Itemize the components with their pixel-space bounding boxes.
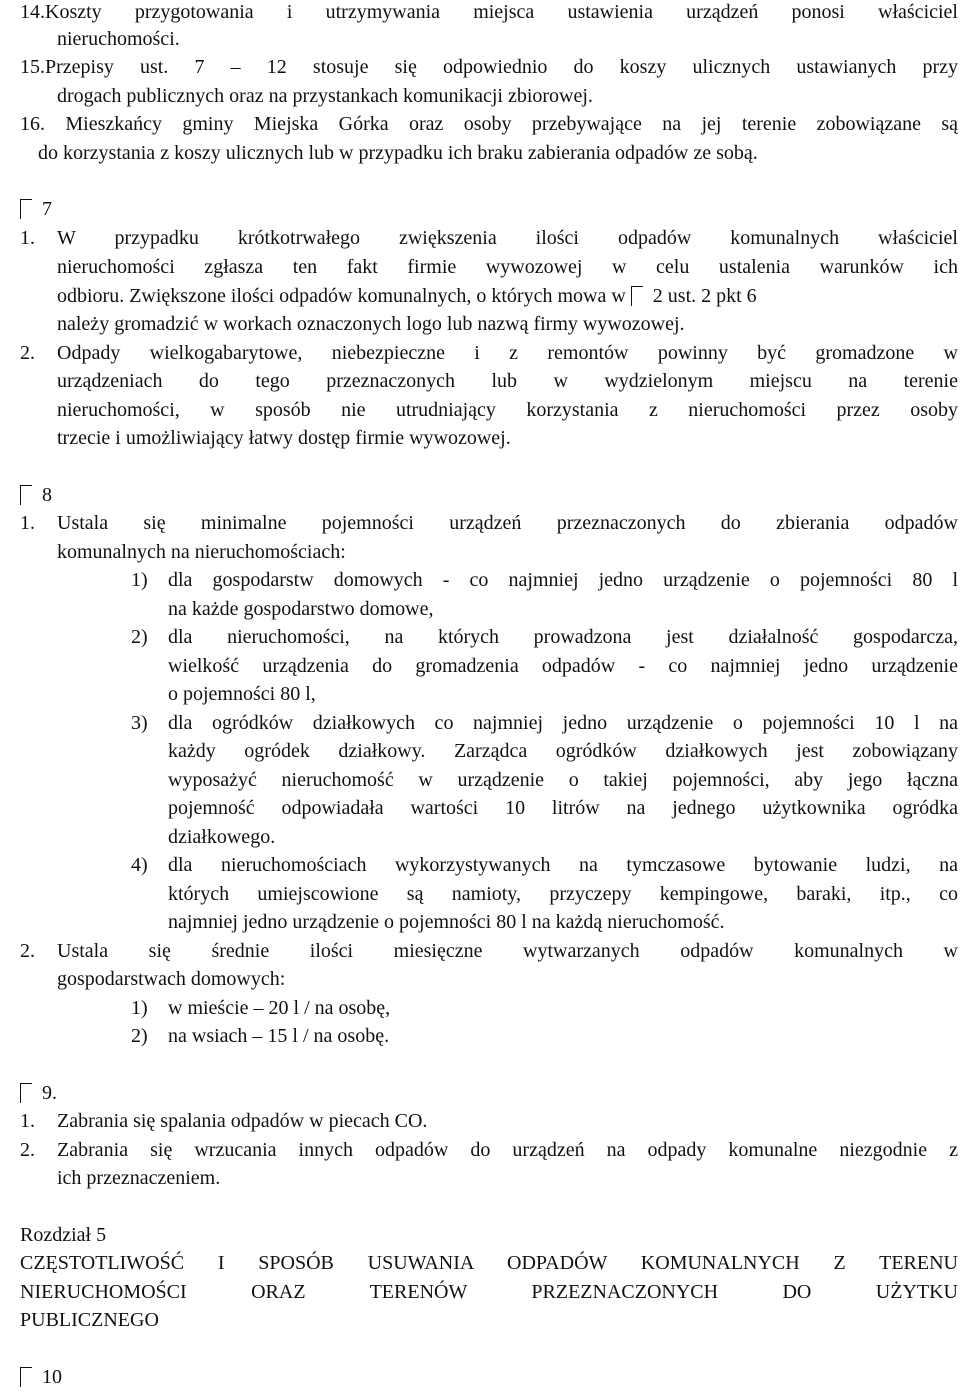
s9-item-2-line-1: Zabrania się wrzucania innych odpadów do urządzeń na odpady komunalne niezgodnie z [57,1139,958,1161]
s8-sub-1-line-1: dla gospodarstw domowych - co najmniej jedno urządzenie o pojemności 80 l [168,569,958,591]
s8-sub-1-line-2: na każde gospodarstwo domowe, [168,598,434,620]
section-sign-icon [20,482,52,508]
s8-i2-sub-1-text: w mieście – 20 l / na osobę, [168,997,391,1019]
s8-sub-3-line-1: dla ogródków działkowych co najmniej jedno urządzenie o pojemności 10 l na [168,712,958,734]
s8-sub-4-line-1: dla nieruchomościach wykorzystywanych na tymczasowe bytowanie ludzi, na [168,854,958,876]
s7-item-1-number: 1. [20,227,35,249]
s7-item-2-number: 2. [20,342,35,364]
s9-item-1-number: 1. [20,1110,35,1132]
item-14-line-2: nieruchomości. [57,28,180,50]
section-9-heading [20,1080,57,1106]
section-9-number: 9. [42,1082,57,1104]
item-16-line-1: 16. Mieszkańcy gminy Miejska Górka oraz osoby przebywające na jej terenie zobowiązane są [20,113,958,135]
section-sign-icon [20,196,52,222]
chapter-5-title-line-2: NIERUCHOMOŚCI ORAZ TERENÓW PRZEZNACZONYCH DO UŻYTKU [20,1281,958,1303]
s8-item-2-line-2: gospodarstwach domowych: [57,968,286,990]
section-sign-icon [20,1364,62,1390]
section-7-heading [20,196,52,222]
s8-item-1-line-1: Ustala się minimalne pojemności urządzeń przeznaczonych do zbierania odpadów [57,512,958,534]
section-sign-icon [20,1080,57,1106]
s7-item-2-line-3: nieruchomości, w sposób nie utrudniający korzystania z nieruchomości przez osoby [57,399,958,421]
item-15-line-1: 15.Przepisy ust. 7 – 12 stosuje się odpowiednio do koszy ulicznych ustawianych przy [20,56,958,78]
section-8-number: 8 [42,484,52,506]
s8-i2-sub-2-text: na wsiach – 15 l / na osobę. [168,1025,390,1047]
s8-sub-3-line-3: wyposażyć nieruchomość w urządzenie o takiej pojemności, aby jego łączna [168,769,958,791]
s8-sub-2-number: 2) [131,626,148,648]
item-15-line-2: drogach publicznych oraz na przystankach komunikacji zbiorowej. [57,85,593,107]
s8-sub-2-line-3: o pojemności 80 l, [168,683,316,705]
s8-sub-3-number: 3) [131,712,148,734]
s8-item-1-line-2: komunalnych na nieruchomościach: [57,541,346,563]
s9-item-1-text: Zabrania się spalania odpadów w piecach CO. [57,1110,428,1132]
item-14-line-1: 14.Koszty przygotowania i utrzymywania miejsca ustawienia urządzeń ponosi właściciel [20,1,958,23]
s8-item-2-line-1: Ustala się średnie ilości miesięczne wytwarzanych odpadów komunalnych w [57,940,958,962]
section-10-heading [20,1364,62,1390]
s7-item-2-line-1: Odpady wielkogabarytowe, niebezpieczne i z remontów powinny być gromadzone w [57,342,958,364]
s8-sub-4-line-2: których umiejscowione są namioty, przyczepy kempingowe, baraki, itp., co [168,883,958,905]
s7-item-1-line-2: nieruchomości zgłasza ten fakt firmie wywozowej w celu ustalenia warunków ich [57,256,958,278]
chapter-5-title-line-1: CZĘSTOTLIWOŚĆ I SPOSÓB USUWANIA ODPADÓW KOMUNALNYCH Z TERENU [20,1252,958,1274]
s8-sub-3-line-5: działkowego. [168,826,276,848]
section-10-number: 10 [42,1366,62,1388]
s8-sub-3-line-2: każdy ogródek działkowy. Zarządca ogródków działkowych jest zobowiązany [168,740,958,762]
section-sign-icon: 2 ust. 2 pkt 6 [631,283,757,309]
s8-sub-3-line-4: pojemność odpowiadała wartości 10 litrów na jednego użytkownika ogródka [168,797,958,819]
s8-item-2-number: 2. [20,940,35,962]
chapter-5-title-line-3: PUBLICZNEGO [20,1309,159,1331]
s9-item-2-number: 2. [20,1139,35,1161]
s8-i2-sub-2-number: 2) [131,1025,148,1047]
section-7-number: 7 [42,198,52,220]
s7-item-1-line-4: należy gromadzić w workach oznaczonych logo lub nazwą firmy wywozowej. [57,313,685,335]
s7-item-1-line-3: odbioru. Zwiększone ilości odpadów komunalnych, o których mowa w 2 ust. 2 pkt 6 [57,285,757,307]
s8-sub-1-number: 1) [131,569,148,591]
s8-sub-2-line-2: wielkość urządzenia do gromadzenia odpadów - co najmniej jedno urządzenie [168,655,958,677]
s7-item-2-line-4: trzecie i umożliwiający łatwy dostęp firmie wywozowej. [57,427,511,449]
section-8-heading [20,482,52,508]
s8-item-1-number: 1. [20,512,35,534]
s7-item-1-line-1: W przypadku krótkotrwałego zwiększenia ilości odpadów komunalnych właściciel [57,227,958,249]
s8-sub-4-line-3: najmniej jedno urządzenie o pojemności 80 l na każdą nieruchomość. [168,911,725,933]
item-16-line-2: do korzystania z koszy ulicznych lub w przypadku ich braku zabierania odpadów ze sobą. [38,142,758,164]
s8-sub-2-line-1: dla nieruchomości, na których prowadzona jest działalność gospodarcza, [168,626,958,648]
s8-sub-4-number: 4) [131,854,148,876]
s8-i2-sub-1-number: 1) [131,997,148,1019]
s7-item-2-line-2: urządzeniach do tego przeznaczonych lub w wydzielonym miejscu na terenie [57,370,958,392]
chapter-5-label: Rozdział 5 [20,1224,107,1246]
s9-item-2-line-2: ich przeznaczeniem. [57,1167,221,1189]
